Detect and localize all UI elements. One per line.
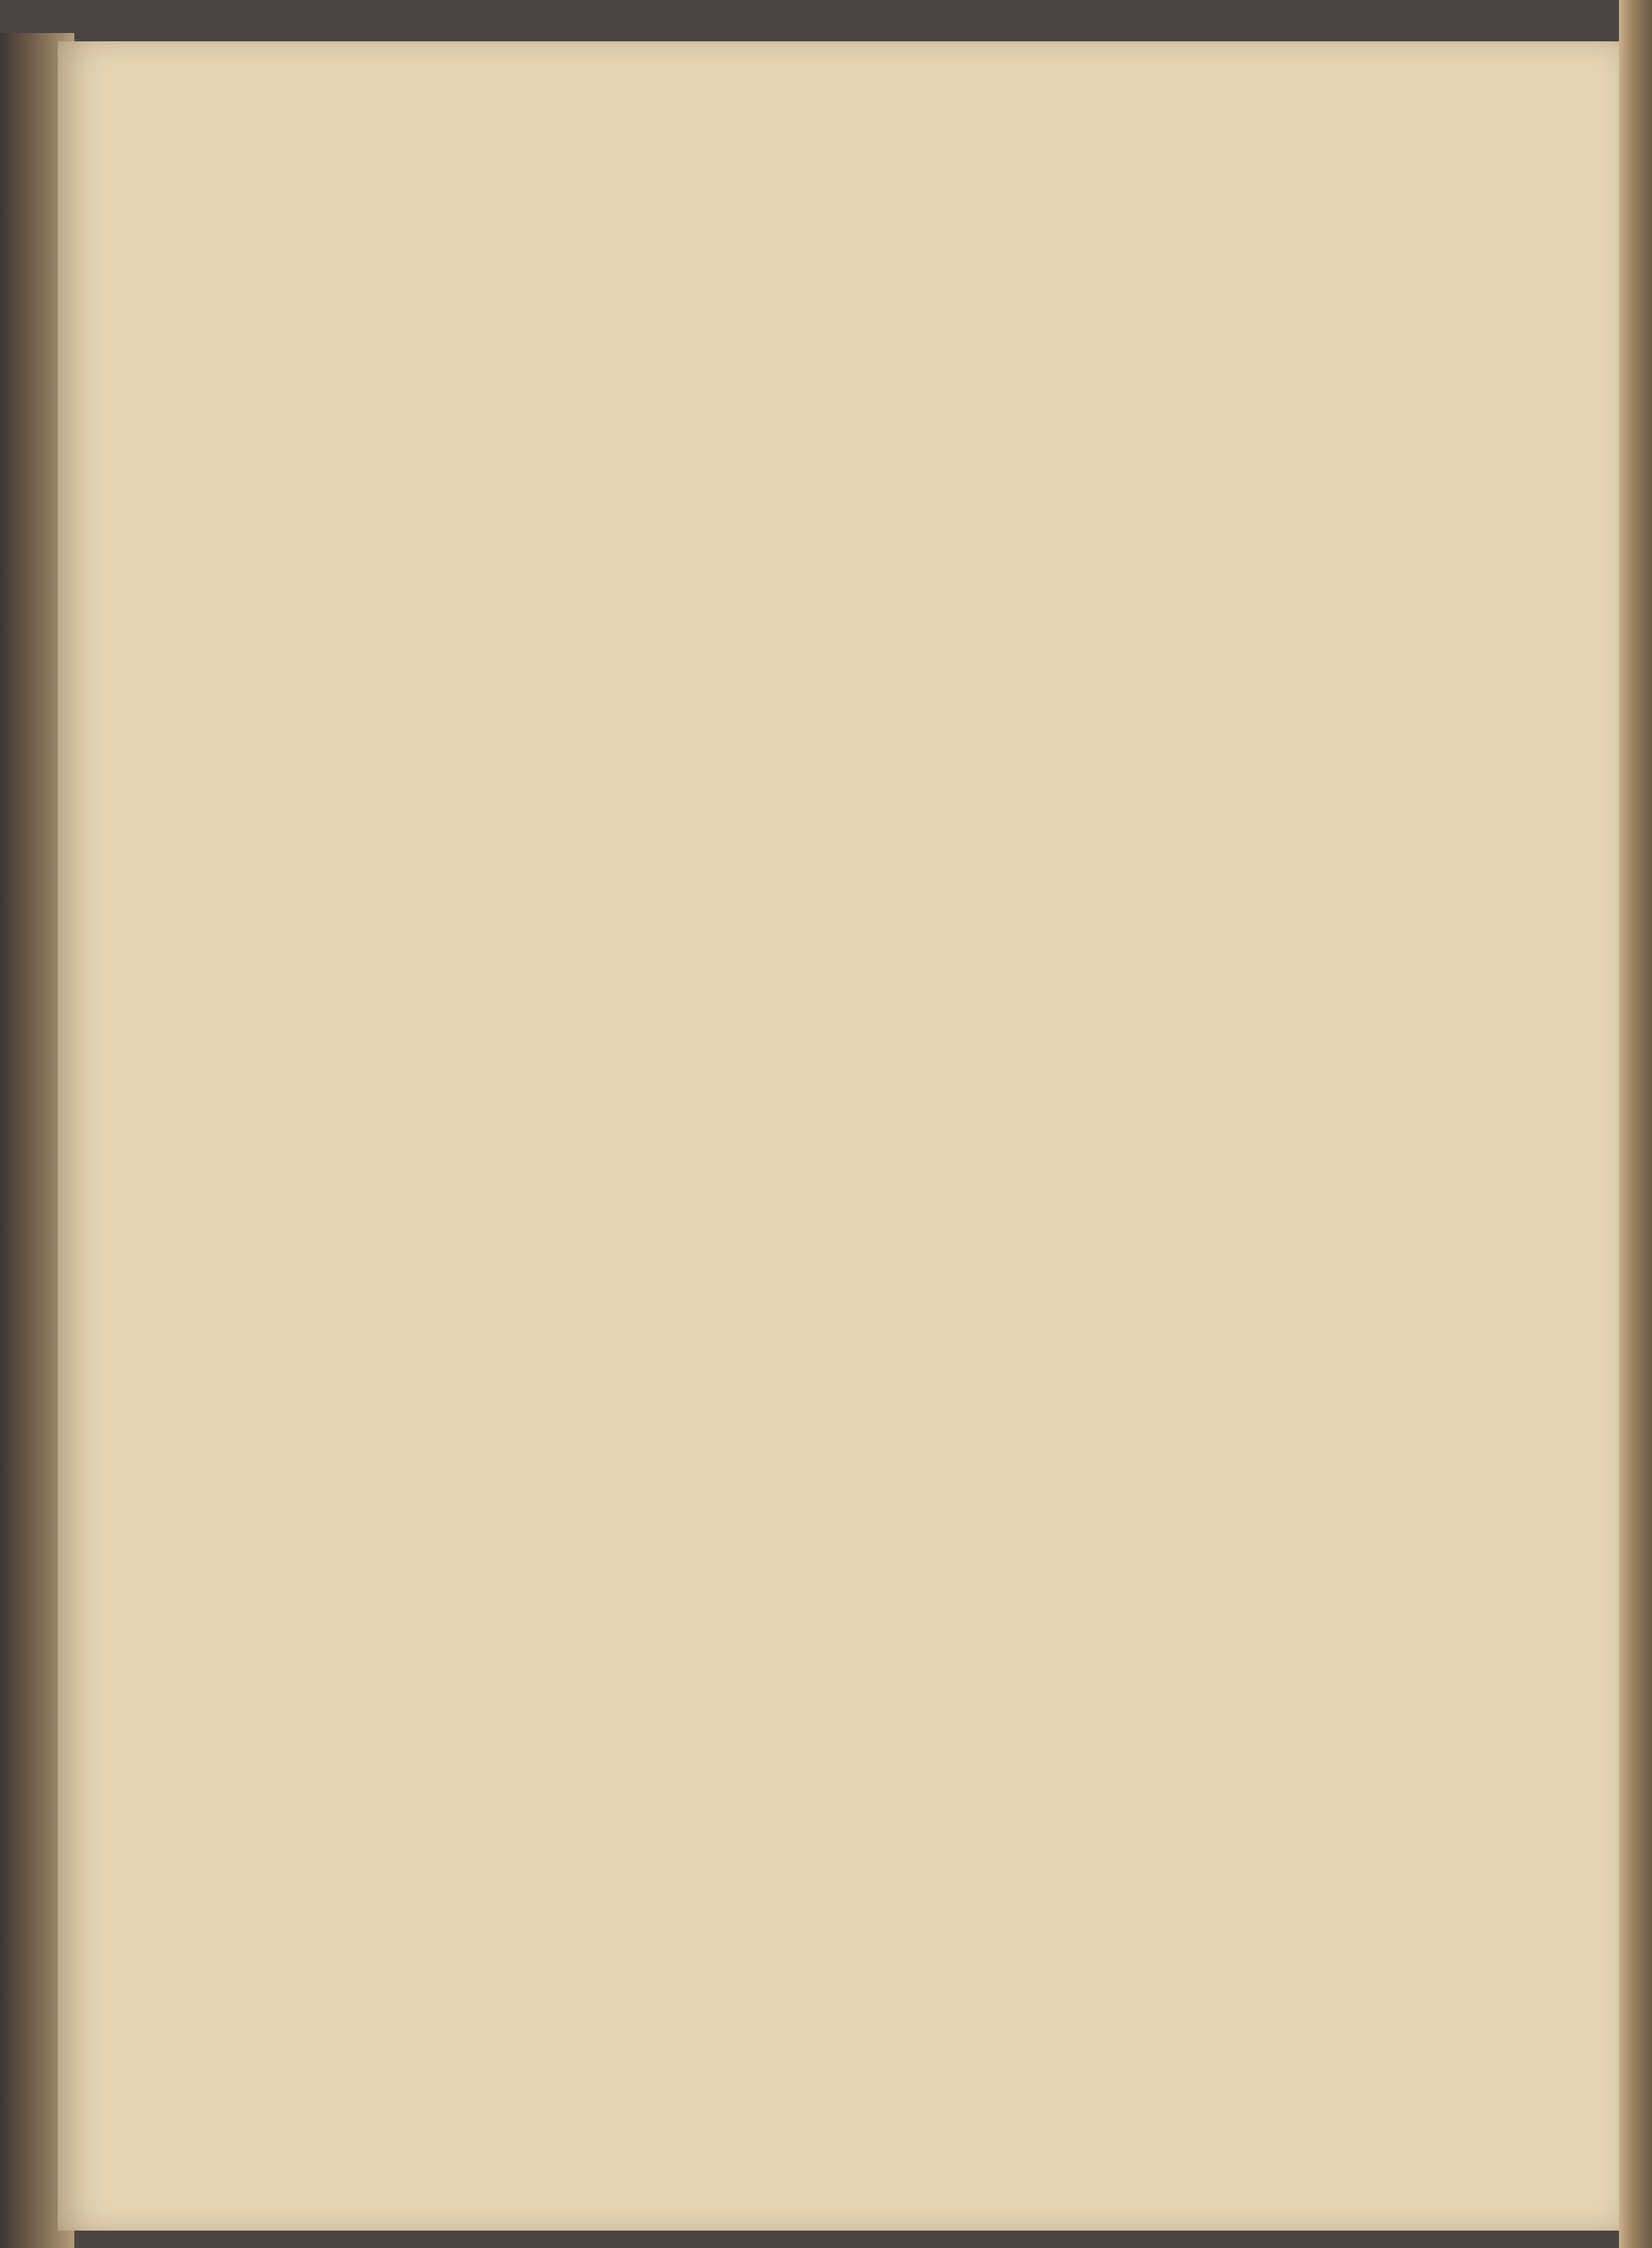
book-right-edge xyxy=(1619,0,1652,2248)
book-page xyxy=(58,41,1631,2231)
